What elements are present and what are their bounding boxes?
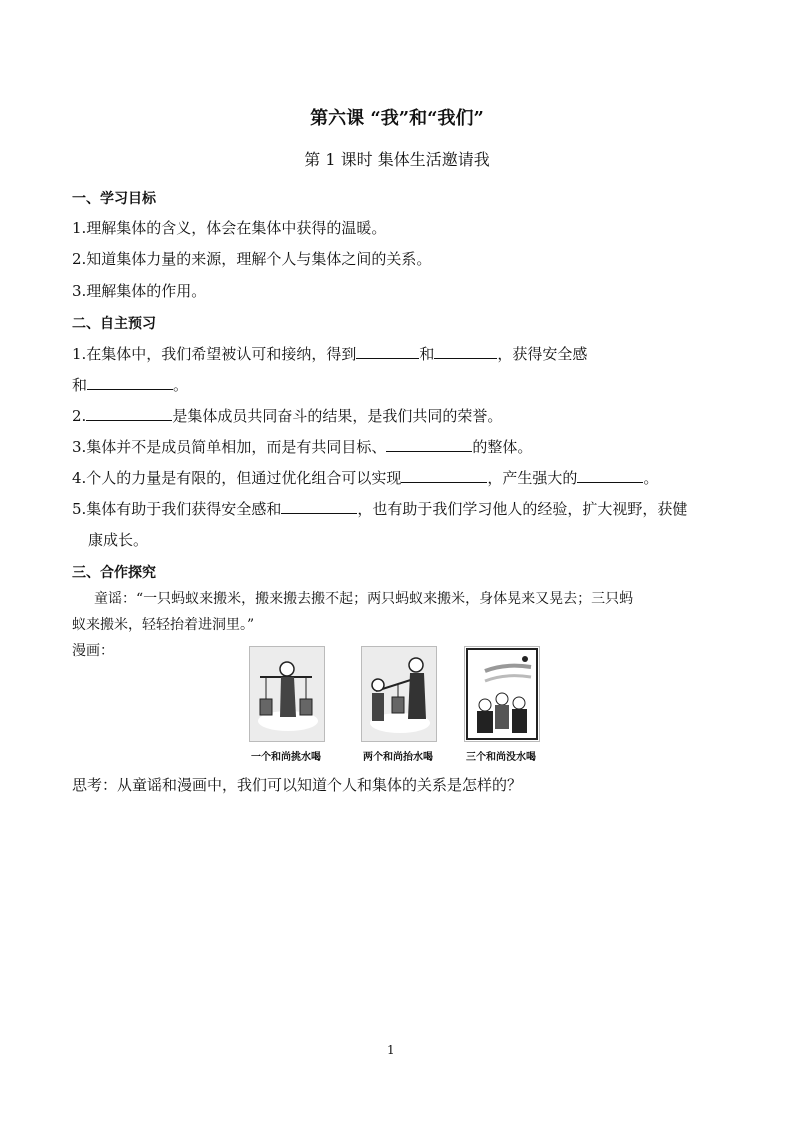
preview-question-5 [72, 498, 687, 519]
answer-blank[interactable] [577, 467, 643, 483]
comic-caption: 两个和尚抬水喝 [363, 752, 433, 763]
answer-blank[interactable] [434, 343, 497, 359]
goal-item: 2.知道集体力量的来源，理解个人与集体之间的关系。 [72, 250, 432, 268]
discussion-question: 思考：从童谣和漫画中，我们可以知道个人和集体的关系是怎样的？ [72, 776, 523, 794]
three-monks-illustration [465, 647, 539, 741]
question-text: 。 [643, 469, 659, 487]
comic-one-monk-image [249, 646, 325, 742]
goal-item: 1.理解集体的含义，体会在集体中获得的温暖。 [72, 219, 387, 237]
comic-caption: 一个和尚挑水喝 [251, 752, 321, 763]
page-subtitle: 第 1 课时 集体生活邀请我 [304, 150, 490, 169]
question-text: 2. [72, 407, 87, 425]
section-heading-explore: 三、合作探究 [72, 565, 156, 581]
preview-question-1 [72, 343, 587, 364]
nursery-rhyme-line: 蚁来搬米，轻轻抬着进洞里。” [72, 617, 255, 633]
question-text: 的整体。 [472, 438, 533, 456]
comic-two-monks-image [361, 646, 437, 742]
question-text: 是集体成员共同奋斗的结果，是我们共同的荣誉。 [172, 407, 503, 425]
one-monk-illustration [250, 647, 324, 741]
comic-label: 漫画： [72, 643, 114, 659]
question-text: 1.在集体中，我们希望被认可和接纳，得到 [72, 345, 357, 363]
preview-question-5-cont: 康成长。 [88, 531, 149, 549]
answer-blank[interactable] [386, 436, 472, 452]
goal-item: 3.理解集体的作用。 [72, 282, 207, 300]
question-text: ，获得安全感 [497, 345, 588, 363]
nursery-rhyme-line: 童谣：“一只蚂蚁来搬米，搬来搬去搬不起；两只蚂蚁来搬米，身体晃来又晃去；三只蚂 [94, 591, 634, 607]
question-text: 和 [419, 345, 435, 363]
page-number: 1 [387, 1043, 395, 1057]
section-heading-preview: 二、自主预习 [72, 316, 156, 332]
question-text: ，产生强大的 [487, 469, 578, 487]
preview-question-3 [72, 436, 532, 457]
preview-question-1-cont [72, 374, 188, 395]
preview-question-4 [72, 467, 658, 488]
answer-blank[interactable] [401, 467, 487, 483]
question-text: 4.个人的力量是有限的，但通过优化组合可以实现 [72, 469, 402, 487]
page-title: 第六课 “我”和“我们” [310, 108, 484, 129]
answer-blank[interactable] [281, 498, 357, 514]
question-text: ，也有助于我们学习他人的经验，扩大视野，获健 [357, 500, 688, 518]
preview-question-2 [72, 405, 502, 426]
answer-blank[interactable] [87, 374, 173, 390]
answer-blank[interactable] [356, 343, 419, 359]
two-monks-illustration [362, 647, 436, 741]
question-text: 。 [173, 376, 189, 394]
section-heading-goals: 一、学习目标 [72, 191, 156, 207]
question-text: 和 [72, 376, 88, 394]
answer-blank[interactable] [86, 405, 172, 421]
comic-caption: 三个和尚没水喝 [466, 752, 536, 763]
question-text: 3.集体并不是成员简单相加，而是有共同目标、 [72, 438, 387, 456]
comic-three-monks-image [464, 646, 540, 742]
question-text: 5.集体有助于我们获得安全感和 [72, 500, 282, 518]
